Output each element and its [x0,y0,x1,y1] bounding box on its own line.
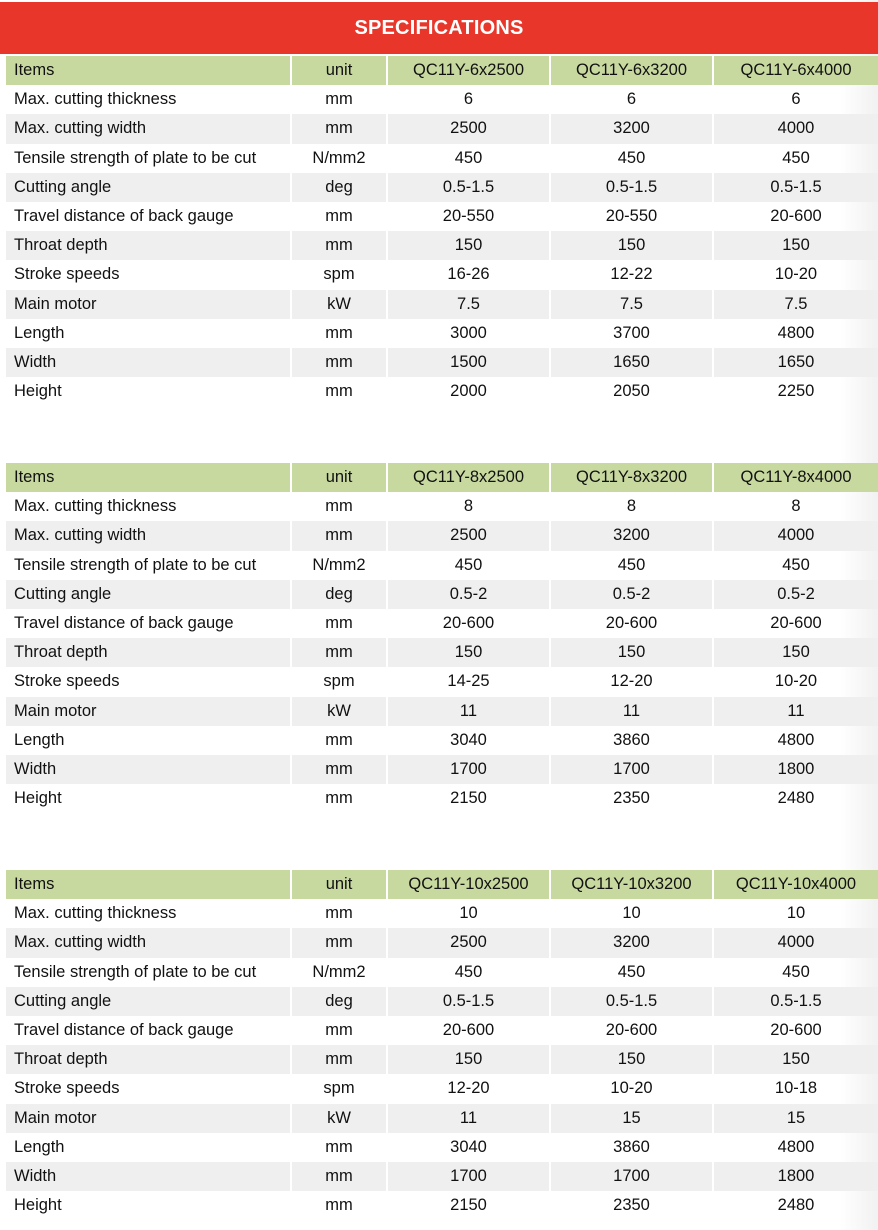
cell-items: Stroke speeds [14,672,120,691]
cell-model-3: 10 [786,904,806,923]
cell-model-1: 20-600 [442,1021,495,1040]
cell-unit: kW [292,290,386,319]
table-row [6,348,878,377]
cell-model-1: 1700 [388,755,549,784]
cell-model-1: 1700 [388,1162,549,1191]
cell-model-3: 6 [791,90,801,109]
cell-unit: mm [325,1196,353,1215]
cell-model-3: 20-600 [770,614,822,633]
cell-unit: kW [292,1104,386,1133]
cell-model-2: 2350 [613,789,650,808]
cell-items: Width [6,1162,290,1191]
header-model-1: QC11Y-6x2500 [388,56,549,85]
table-row [6,697,878,726]
table-row [6,173,878,202]
header-model-3: QC11Y-8x4000 [714,463,878,492]
cell-unit: mm [292,114,386,143]
cell-model-1: 2150 [450,1196,487,1215]
cell-items: Throat depth [6,638,290,667]
cell-items: Max. cutting width [6,521,290,550]
header-unit: unit [292,870,386,899]
cell-unit: deg [292,987,386,1016]
spec-table-3 [6,870,878,1220]
cell-items: Width [6,755,290,784]
cell-model-3: 11 [714,697,878,726]
cell-unit: mm [292,231,386,260]
header-unit: unit [292,56,386,85]
cell-unit: mm [292,521,386,550]
cell-model-3: 10-18 [774,1079,818,1098]
cell-items: Stroke speeds [14,1079,120,1098]
cell-model-1: 2000 [450,382,487,401]
table-header-row [6,870,878,899]
cell-model-2: 6 [626,90,637,109]
cell-model-1: 1500 [388,348,549,377]
cell-unit: mm [325,382,353,401]
table-row [6,928,878,957]
table-row [6,667,878,696]
cell-model-2: 450 [617,962,646,981]
cell-items: Travel distance of back gauge [14,614,234,633]
cell-model-1: 11 [388,697,549,726]
cell-unit: mm [325,497,353,516]
cell-unit: mm [325,730,353,749]
cell-model-1: 2500 [388,928,549,957]
cell-model-1: 3040 [450,730,487,749]
table-row [6,319,878,348]
cell-model-3: 150 [714,1045,878,1074]
cell-items: Main motor [6,290,290,319]
cell-items: Travel distance of back gauge [14,1021,234,1040]
cell-model-3: 4800 [777,323,815,342]
cell-model-2: 20-550 [605,207,658,226]
cell-items: Tensile strength of plate to be cut [14,555,257,574]
cell-unit: deg [292,580,386,609]
cell-model-1: 8 [463,497,474,516]
cell-model-1: 3000 [450,323,487,342]
cell-model-2: 3200 [551,114,712,143]
table-row [6,726,878,755]
cell-model-3: 7.5 [714,290,878,319]
cell-model-2: 3700 [613,323,650,342]
table-row [6,290,878,319]
cell-model-2: 3860 [613,730,650,749]
cell-model-3: 0.5-2 [714,580,878,609]
cell-model-1: 10 [459,904,478,923]
header-items: Items [6,56,290,85]
cell-model-1: 20-600 [442,614,495,633]
cell-model-3: 4800 [777,1137,815,1156]
cell-model-3: 0.5-1.5 [714,987,878,1016]
table-row [6,521,878,550]
cell-model-3: 10-20 [774,672,818,691]
table-header-row [6,463,878,492]
header-model-1: QC11Y-10x2500 [388,870,549,899]
cell-items: Cutting angle [6,173,290,202]
cell-model-3: 2250 [777,382,815,401]
cell-model-3: 2480 [777,1196,815,1215]
cell-model-3: 15 [714,1104,878,1133]
cell-items: Throat depth [6,231,290,260]
table-header-row [6,56,878,85]
header-model-2: QC11Y-8x3200 [551,463,712,492]
cell-model-2: 1650 [551,348,712,377]
cell-model-3: 150 [714,638,878,667]
table-row [6,580,878,609]
cell-model-2: 7.5 [551,290,712,319]
cell-model-2: 150 [551,1045,712,1074]
cell-unit: mm [325,1021,353,1040]
cell-items: Throat depth [6,1045,290,1074]
cell-model-2: 8 [626,497,637,516]
cell-model-2: 150 [551,638,712,667]
table-row [6,144,878,173]
table-row [6,958,878,987]
cell-model-3: 10-20 [774,265,818,284]
cell-model-2: 10 [622,904,641,923]
cell-model-2: 450 [617,555,646,574]
cell-model-2: 20-600 [605,614,658,633]
cell-items: Length [14,323,65,342]
cell-model-3: 0.5-1.5 [714,173,878,202]
cell-unit: mm [325,789,353,808]
cell-model-3: 20-600 [770,1021,822,1040]
cell-model-2: 150 [551,231,712,260]
header-model-2: QC11Y-10x3200 [551,870,712,899]
cell-items: Max. cutting width [6,928,290,957]
cell-items: Tensile strength of plate to be cut [14,962,257,981]
cell-unit: mm [325,207,353,226]
table-row [6,231,878,260]
table-row [6,1162,878,1191]
cell-model-1: 7.5 [388,290,549,319]
table-row [6,987,878,1016]
header-items: Items [6,870,290,899]
table-row [6,1104,878,1133]
cell-unit: mm [292,638,386,667]
cell-model-3: 450 [782,962,810,981]
cell-unit: N/mm2 [312,148,366,167]
table-row [6,114,878,143]
cell-items: Max. cutting thickness [14,90,177,109]
cell-model-1: 150 [388,231,549,260]
header-model-3: QC11Y-10x4000 [714,870,878,899]
cell-model-3: 1800 [714,1162,878,1191]
table-row [6,202,878,231]
cell-model-1: 14-25 [447,672,490,691]
cell-items: Stroke speeds [14,265,120,284]
cell-model-1: 11 [388,1104,549,1133]
cell-unit: mm [292,348,386,377]
cell-items: Max. cutting width [6,114,290,143]
cell-unit: mm [325,614,353,633]
cell-model-3: 150 [714,231,878,260]
table-row [6,260,878,289]
cell-model-1: 0.5-1.5 [388,987,549,1016]
cell-model-2: 10-20 [610,1079,653,1098]
cell-items: Width [6,348,290,377]
table-row [6,1191,878,1220]
cell-model-3: 8 [791,497,801,516]
cell-model-2: 12-22 [610,265,653,284]
cell-model-3: 20-600 [770,207,822,226]
cell-model-1: 2500 [388,521,549,550]
cell-unit: mm [292,755,386,784]
cell-model-1: 20-550 [442,207,495,226]
cell-items: Cutting angle [6,580,290,609]
cell-model-1: 450 [454,148,483,167]
table-row [6,1045,878,1074]
header-model-3: QC11Y-6x4000 [714,56,878,85]
cell-model-2: 0.5-1.5 [551,987,712,1016]
table-row [6,899,878,928]
table-row [6,1074,878,1103]
cell-unit: mm [292,928,386,957]
cell-model-3: 450 [782,148,810,167]
cell-model-3: 4000 [714,928,878,957]
cell-model-2: 3200 [551,521,712,550]
cell-items: Max. cutting thickness [14,904,177,923]
cell-model-3: 1800 [714,755,878,784]
table-row [6,784,878,813]
spec-table-1 [6,56,878,406]
table-row [6,377,878,406]
cell-model-1: 16-26 [447,265,490,284]
cell-model-3: 1650 [714,348,878,377]
spec-table-2 [6,463,878,813]
cell-model-1: 6 [463,90,474,109]
cell-model-2: 20-600 [605,1021,658,1040]
cell-model-2: 0.5-2 [551,580,712,609]
cell-model-3: 4000 [714,521,878,550]
table-row [6,1133,878,1162]
table-row [6,551,878,580]
cell-model-1: 12-20 [447,1079,490,1098]
cell-items: Height [14,1196,62,1215]
cell-model-1: 0.5-1.5 [388,173,549,202]
cell-model-1: 150 [388,638,549,667]
cell-unit: mm [292,1162,386,1191]
cell-model-1: 450 [454,962,483,981]
cell-model-2: 2350 [613,1196,650,1215]
cell-model-1: 150 [388,1045,549,1074]
cell-model-2: 1700 [551,1162,712,1191]
cell-model-3: 2480 [777,789,815,808]
cell-unit: spm [323,672,355,691]
cell-items: Cutting angle [6,987,290,1016]
header-model-2: QC11Y-6x3200 [551,56,712,85]
cell-items: Height [14,382,62,401]
cell-unit: deg [292,173,386,202]
cell-items: Max. cutting thickness [14,497,177,516]
cell-items: Travel distance of back gauge [14,207,234,226]
cell-unit: spm [323,265,355,284]
page-title: SPECIFICATIONS [0,2,878,54]
cell-model-2: 450 [617,148,646,167]
cell-items: Length [14,730,65,749]
cell-model-1: 2500 [388,114,549,143]
cell-model-1: 0.5-2 [388,580,549,609]
cell-items: Length [14,1137,65,1156]
cell-model-3: 450 [782,555,810,574]
cell-items: Main motor [6,697,290,726]
cell-model-2: 12-20 [610,672,653,691]
cell-model-2: 3860 [613,1137,650,1156]
cell-model-1: 3040 [450,1137,487,1156]
table-row [6,638,878,667]
cell-model-2: 2050 [613,382,650,401]
table-row [6,609,878,638]
cell-unit: mm [325,323,353,342]
cell-model-2: 11 [551,697,712,726]
cell-model-3: 4000 [714,114,878,143]
cell-model-1: 2150 [450,789,487,808]
cell-items: Tensile strength of plate to be cut [14,148,257,167]
table-row [6,85,878,114]
cell-unit: kW [292,697,386,726]
cell-unit: mm [325,90,353,109]
header-model-1: QC11Y-8x2500 [388,463,549,492]
header-unit: unit [292,463,386,492]
cell-unit: N/mm2 [312,555,366,574]
table-row [6,1016,878,1045]
table-row [6,492,878,521]
cell-items: Main motor [6,1104,290,1133]
cell-unit: N/mm2 [312,962,366,981]
header-items: Items [6,463,290,492]
cell-model-2: 1700 [551,755,712,784]
cell-unit: mm [325,1137,353,1156]
cell-unit: spm [323,1079,355,1098]
cell-model-2: 0.5-1.5 [551,173,712,202]
cell-unit: mm [292,1045,386,1074]
cell-model-1: 450 [454,555,483,574]
table-row [6,755,878,784]
cell-items: Height [14,789,62,808]
cell-model-3: 4800 [777,730,815,749]
cell-model-2: 15 [551,1104,712,1133]
cell-unit: mm [325,904,353,923]
cell-model-2: 3200 [551,928,712,957]
